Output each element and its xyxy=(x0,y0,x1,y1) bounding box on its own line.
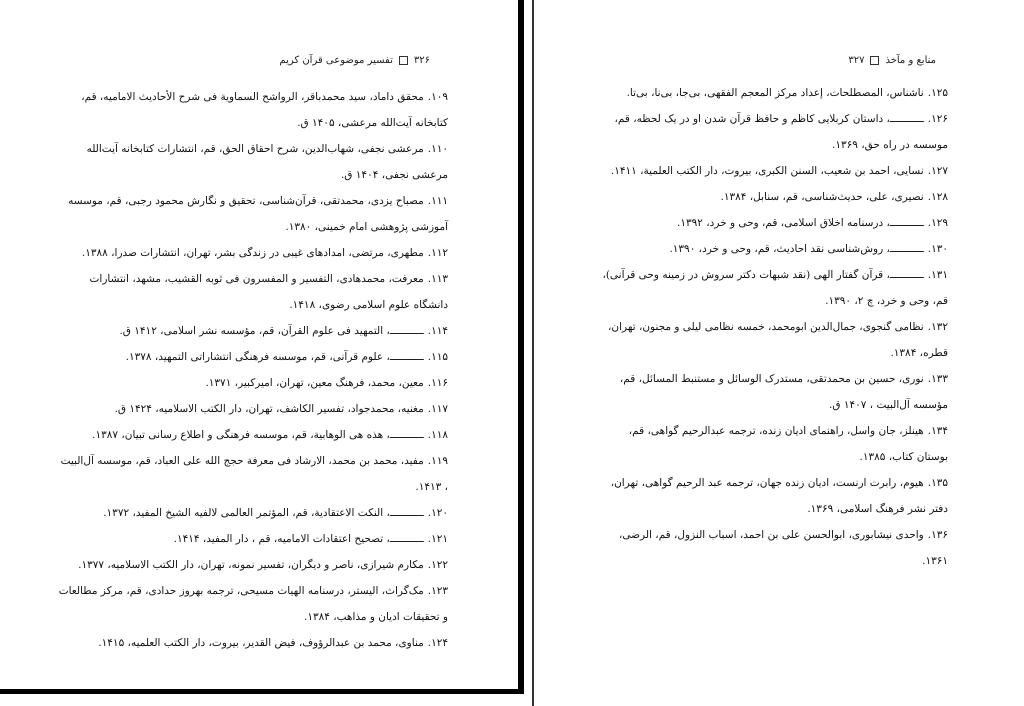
entry-text: مرعشی نجفی، شهاب‌الدین، شرح احقاق الحق، قم، انتشارات کتابخانه آیت‌الله مرعشی نجفی، ۱۴۰۴ ق. xyxy=(86,143,448,181)
bibliography-entry xyxy=(598,184,948,210)
entry-text: مصباح یزدی، محمدتقی، قرآن‌شناسی، تحقیق و نگارش محمود رجبی، قم، موسسه آموزشی پژوهشی امام خمینی، ۱۳۸۰. xyxy=(68,195,448,233)
left-page-running-title: تفسیر موضوعی قرآن کریم xyxy=(279,55,393,66)
bibliography-entry xyxy=(58,448,448,500)
entry-text: نصیری، علی، حدیث‌شناسی، قم، سنابل، ۱۳۸۴. xyxy=(720,191,924,203)
entry-text: نوری، حسین بن محمدتقی، مستدرک الوسائل و مستنبط المسائل، قم، مؤسسه آل‌البیت ، ۱۴۰۷ ق. xyxy=(619,373,948,411)
bibliography-entry xyxy=(598,80,948,106)
entry-number: ۱۲۶. xyxy=(927,113,948,125)
right-page-number: ۳۲۷ xyxy=(848,55,865,66)
right-bibliography-list xyxy=(598,80,948,574)
bibliography-entry xyxy=(598,522,948,574)
entry-text: ـــــــــــ، روش‌شناسی نقد احادیث، قم، وحی و خرد، ۱۳۹۰. xyxy=(669,243,924,255)
entry-text: ـــــــــــ، النکت الاعتقادیة، قم، المؤتمر العالمی لالفیه الشیخ المفید، ۱۳۷۲. xyxy=(103,507,424,519)
left-bibliography-list xyxy=(58,84,448,656)
bibliography-entry xyxy=(598,470,948,522)
entry-number: ۱۱۱. xyxy=(427,195,448,207)
bibliography-entry xyxy=(598,314,948,366)
entry-text: مفید، محمد بن محمد، الارشاد فی معرفة حجج الله علی العباد، قم، موسسه آل‌البیت ، ۱۴۱۳. xyxy=(60,455,448,493)
entry-number: ۱۲۰. xyxy=(427,507,448,519)
bibliography-entry xyxy=(58,318,448,344)
entry-text: هینلز، جان واسل، راهنمای ادیان زنده، ترجمه عبدالرحیم گواهی، قم، بوستان کتاب، ۱۳۸۵. xyxy=(628,425,948,463)
entry-text: مک‌گراث، الیستر، درسنامه الهیات مسیحی، ترجمه بهروز حدادی، قم، مرکز مطالعات و تحقیقات ادیان و مذاهب، ۱۳۸۴. xyxy=(58,585,448,623)
entry-number: ۱۲۱. xyxy=(427,533,448,545)
entry-number: ۱۱۸. xyxy=(427,429,448,441)
entry-number: ۱۳۴. xyxy=(927,425,948,437)
bibliography-entry xyxy=(58,526,448,552)
entry-number: ۱۰۹. xyxy=(427,91,448,103)
entry-number: ۱۳۰. xyxy=(927,243,948,255)
right-page-running-title: منابع و مآخذ xyxy=(885,55,936,66)
bibliography-entry xyxy=(58,396,448,422)
entry-text: واحدی نیشابوری، ابوالحسن علی بن احمد، اسباب النزول، قم، الرضی، ۱۳۶۱. xyxy=(619,529,948,567)
bibliography-entry xyxy=(598,210,948,236)
entry-text: مطهری، مرتضی، امدادهای غیبی در زندگی بشر، تهران، انتشارات صدرا، ۱۳۸۸. xyxy=(81,247,424,259)
entry-text: ـــــــــــ، درسنامه اخلاق اسلامی، قم، وحی و خرد، ۱۳۹۲. xyxy=(677,217,924,229)
bibliography-entry xyxy=(58,84,448,136)
entry-number: ۱۲۸. xyxy=(927,191,948,203)
bibliography-entry xyxy=(598,158,948,184)
entry-number: ۱۱۷. xyxy=(427,403,448,415)
entry-text: نسایی، احمد بن شعیب، السنن الکبری، بیروت، دار الکتب العلمیة، ۱۴۱۱. xyxy=(610,165,924,177)
entry-text: معین، محمد، فرهنگ معین، تهران، امیرکبیر، ۱۳۷۱. xyxy=(205,377,424,389)
entry-text: ـــــــــــ، التمهید فی علوم القرآن، قم، مؤسسه نشر اسلامی، ۱۴۱۲ ق. xyxy=(119,325,424,337)
bibliography-entry xyxy=(598,366,948,418)
entry-number: ۱۲۴. xyxy=(427,637,448,649)
entry-number: ۱۲۳. xyxy=(427,585,448,597)
right-page xyxy=(532,0,1024,706)
entry-number: ۱۲۷. xyxy=(927,165,948,177)
entry-number: ۱۱۵. xyxy=(427,351,448,363)
bibliography-entry xyxy=(58,136,448,188)
bibliography-entry xyxy=(58,344,448,370)
entry-number: ۱۲۲. xyxy=(427,559,448,571)
entry-number: ۱۳۳. xyxy=(927,373,948,385)
entry-text: مناوی، محمد بن عبدالرؤوف، فیض القدیر، بیروت، دار الکتب العلمیه، ۱۴۱۵. xyxy=(98,637,424,649)
left-page-header xyxy=(279,55,430,66)
entry-text: مکارم شیرازی، ناصر و دیگران، تفسیر نمونه، تهران، دار الکتب الاسلامیه، ۱۳۷۷. xyxy=(78,559,424,571)
header-square-icon xyxy=(399,56,408,65)
bibliography-entry xyxy=(58,578,448,630)
entry-number: ۱۳۶. xyxy=(927,529,948,541)
entry-number: ۱۱۴. xyxy=(427,325,448,337)
bibliography-entry xyxy=(598,236,948,262)
entry-number: ۱۳۲. xyxy=(927,321,948,333)
left-page-number: ۳۲۶ xyxy=(413,55,430,66)
bibliography-entry xyxy=(58,630,448,656)
bibliography-entry xyxy=(598,418,948,470)
entry-number: ۱۳۱. xyxy=(927,269,948,281)
entry-text: نظامی گنجوی، جمال‌الدین ابومحمد، خمسه نظامی لیلی و مجنون، تهران، قطره، ۱۳۸۴. xyxy=(608,321,948,359)
entry-number: ۱۱۰. xyxy=(427,143,448,155)
entry-text: ناشناس، المصطلحات، إعداد مرکز المعجم الفقهی، بی‌جا، بی‌نا، بی‌تا. xyxy=(626,87,924,99)
entry-text: ـــــــــــ، علوم قرآنی، قم، موسسه فرهنگی انتشاراتی التمهید، ۱۳۷۸. xyxy=(125,351,424,363)
bibliography-entry xyxy=(598,262,948,314)
bibliography-entry xyxy=(58,266,448,318)
entry-number: ۱۲۹. xyxy=(927,217,948,229)
bibliography-entry xyxy=(598,106,948,158)
entry-number: ۱۱۲. xyxy=(427,247,448,259)
entry-number: ۱۲۵. xyxy=(927,87,948,99)
entry-text: هیوم، رابرت ارنست، ادیان زنده جهان، ترجمه عبد الرحیم گواهی، تهران، دفتر نشر فرهنگ اسلامی، ۱۳۶۹. xyxy=(610,477,948,515)
bibliography-entry xyxy=(58,188,448,240)
bibliography-entry xyxy=(58,240,448,266)
right-page-header xyxy=(848,55,936,66)
header-square-icon xyxy=(870,56,879,65)
entry-number: ۱۱۶. xyxy=(427,377,448,389)
entry-number: ۱۱۳. xyxy=(427,273,448,285)
entry-text: ـــــــــــ، تصحیح اعتقادات الامامیه، قم ، دار المفید، ۱۴۱۴. xyxy=(173,533,424,545)
entry-text: معرفت، محمدهادی، التفسیر و المفسرون فی ثوبه القشیب، مشهد، انتشارات دانشگاه علوم اسلامی رضوی، ۱۴۱۸. xyxy=(89,273,448,311)
entry-text: مغنیه، محمدجواد، تفسیر الکاشف، تهران، دار الکتب الاسلامیه، ۱۴۲۴ ق. xyxy=(114,403,424,415)
entry-text: ـــــــــــ، داستان کربلایی کاظم و حافظ قرآن شدن او در یک لحظه، قم، موسسه در راه حق، ۱۳۶۹. xyxy=(614,113,948,151)
entry-text: ـــــــــــ، قرآن گفتار الهی (نقد شبهات دکتر سروش در زمینه وحی قرآنی)، قم، وحی و خرد، چ ۲، ۱۳۹۰. xyxy=(602,269,948,307)
bibliography-entry xyxy=(58,552,448,578)
bibliography-entry xyxy=(58,422,448,448)
entry-text: محقق داماد، سید محمدباقر، الرواشح السماویة فی شرح الأحادیث الامامیه، قم، کتابخانه آیت‌الله مرعشی، ۱۴۰۵ ق. xyxy=(81,91,448,129)
entry-number: ۱۳۵. xyxy=(927,477,948,489)
entry-text: ـــــــــــ، هذه هی الوهابیة، قم، موسسه فرهنگی و اطلاع رسانی تبیان، ۱۳۸۷. xyxy=(92,429,424,441)
bibliography-entry xyxy=(58,500,448,526)
bibliography-entry xyxy=(58,370,448,396)
entry-number: ۱۱۹. xyxy=(427,455,448,467)
